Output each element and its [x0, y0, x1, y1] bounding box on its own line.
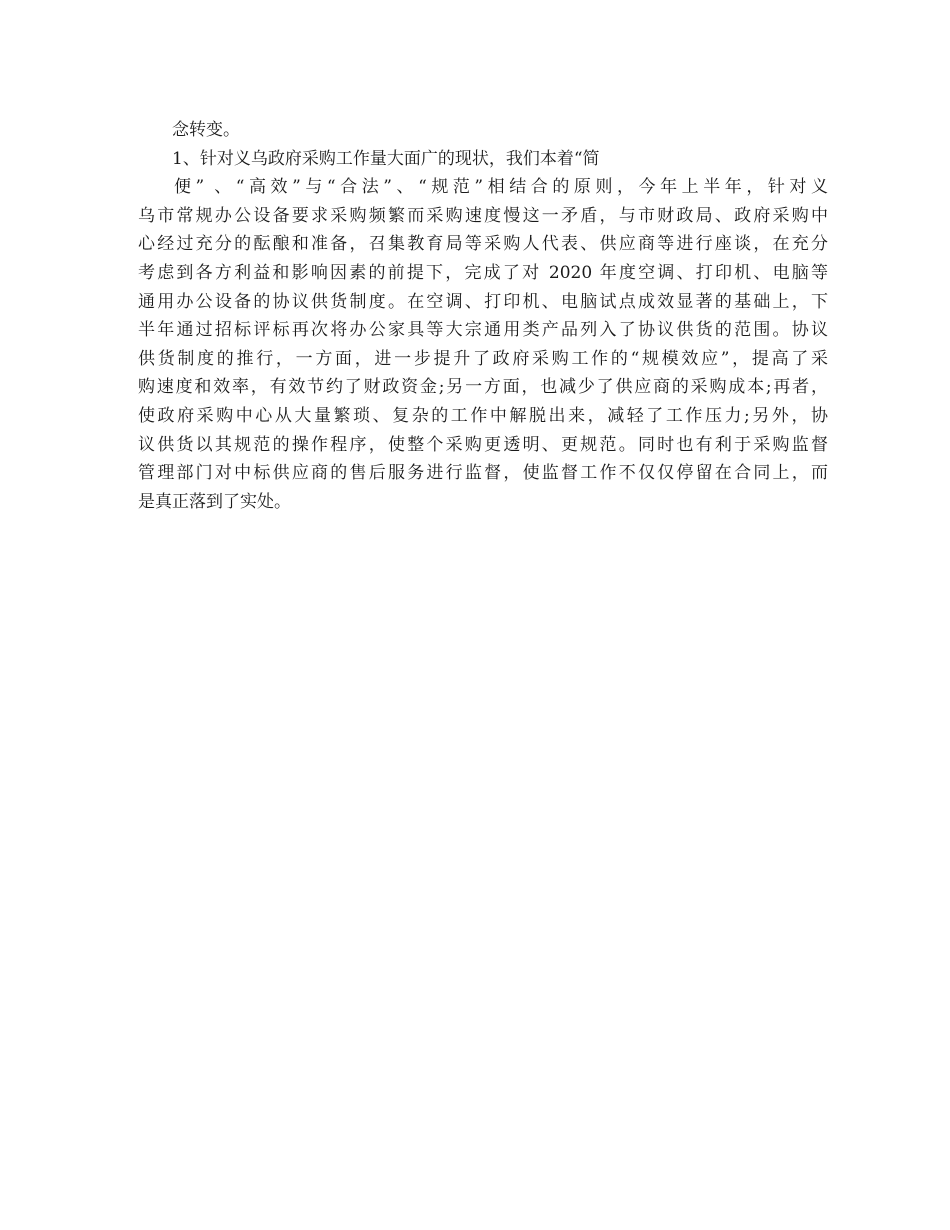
text-line: 是真正落到了实处。 [138, 491, 291, 512]
text-line: 通用办公设备的协议供货制度。在空调、打印机、电脑试点成效显著的基础上，下 [138, 291, 828, 312]
text-line: 半年通过招标评标再次将办公家具等大宗通用类产品列入了协议供货的范围。协议 [138, 320, 828, 341]
body-text [138, 116, 828, 516]
text-line: 管理部门对中标供应商的售后服务进行监督，使监督工作不仅仅停留在合同上，而 [138, 463, 828, 484]
text-line: 乌市常规办公设备要求采购频繁而采购速度慢这一矛盾，与市财政局、政府采购中 [138, 205, 828, 226]
text-line: 议供货以其规范的操作程序，使整个采购更透明、更规范。同时也有利于采购监督 [138, 434, 828, 455]
text-line: 1、针对义乌政府采购工作量大面广的现状，我们本着“简 [172, 148, 600, 169]
text-line: 便” 、“高效”与“合法”、“规范”相结合的原则，今年上半年，针对义 [174, 177, 828, 198]
text-line: 心经过充分的酝酿和准备，召集教育局等采购人代表、供应商等进行座谈，在充分 [138, 234, 828, 255]
text-line: 使政府采购中心从大量繁琐、复杂的工作中解脱出来，减轻了工作压力;另外，协 [138, 405, 828, 426]
text-line: 购速度和效率，有效节约了财政资金;另一方面，也减少了供应商的采购成本;再者， [138, 377, 828, 398]
text-line: 念转变。 [172, 120, 240, 140]
text-line: 考虑到各方利益和影响因素的前提下，完成了对 2020 年度空调、打印机、电脑等 [138, 262, 828, 283]
text-line: 供货制度的推行，一方面，进一步提升了政府采购工作的“规模效应”，提高了采 [138, 348, 828, 369]
